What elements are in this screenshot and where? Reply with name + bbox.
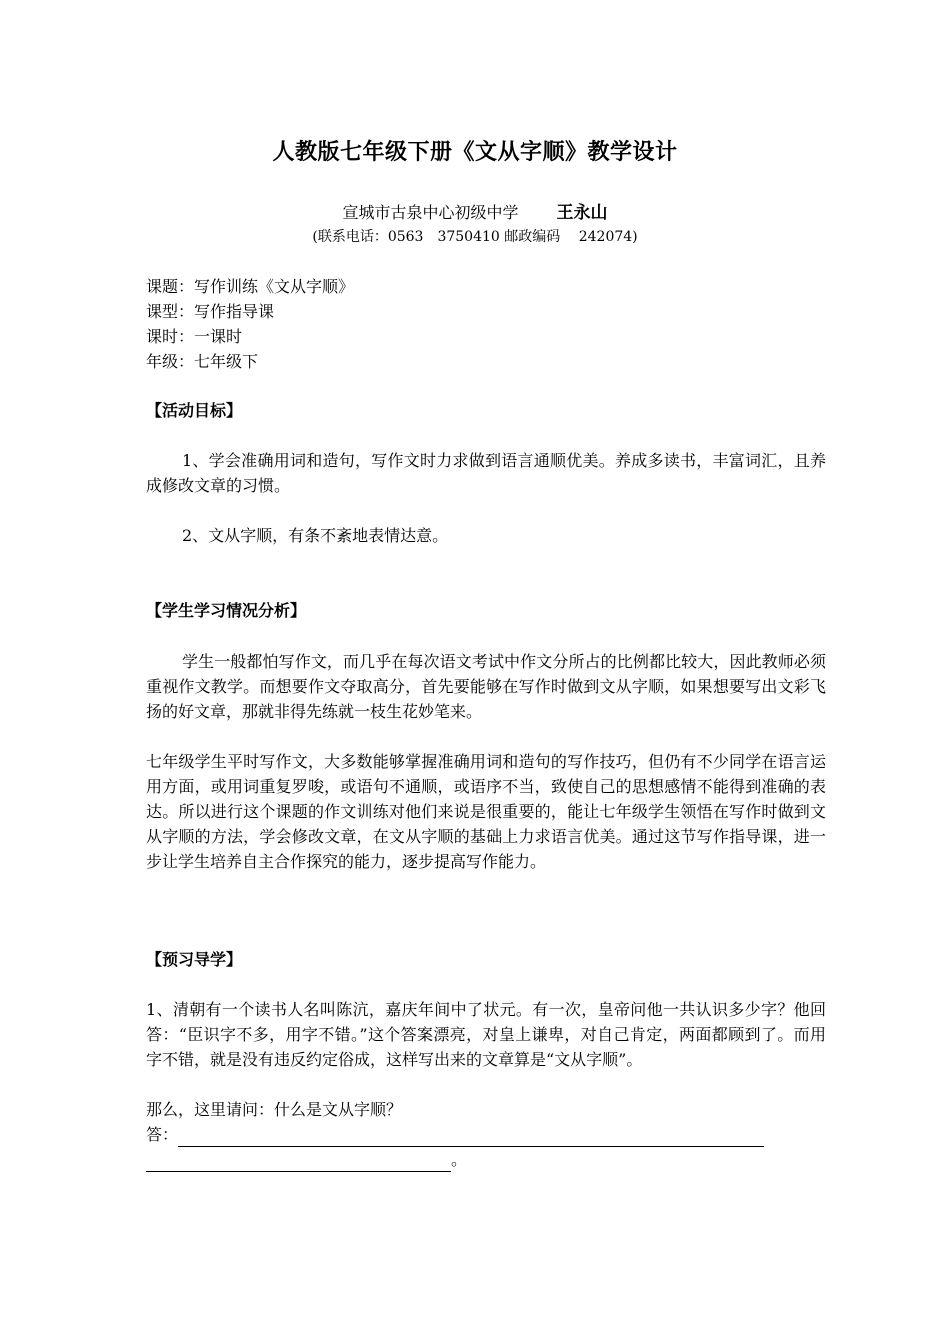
paragraph-text: 学生一般都怕写作文，而几乎在每次语文考试中作文分所占的比例都比较大，因此教师必须重视作文教学。而想要作文夺取高分，首先要能够在写作时做到文从字顺，如果想要写出文彩飞扬的好文章，那就非得先练就一枝生花妙笔来。 bbox=[146, 652, 826, 721]
answer-end-mark: 。 bbox=[451, 1150, 468, 1169]
document-title: 人教版七年级下册《文从字顺》教学设计 bbox=[272, 140, 678, 165]
preview-paragraph-1 bbox=[146, 997, 826, 1072]
info-grade: 年级：七年级下 bbox=[146, 352, 259, 371]
contact-info: (联系电话：0563 3750410 邮政编码 242074) bbox=[312, 229, 638, 245]
lesson-info bbox=[146, 274, 826, 374]
analysis-paragraph-2 bbox=[146, 749, 826, 874]
analysis-paragraph-1 bbox=[146, 649, 826, 724]
answer-blank[interactable] bbox=[178, 1126, 764, 1147]
info-topic: 课题：写作训练《文从字顺》 bbox=[146, 277, 355, 296]
paragraph-text: 七年级学生平时写作文，大多数能够掌握准确用词和造句的写作技巧，但仍有不少同学在语言运用方面，或用词重复罗唆，或语句不通顺，或语序不当，致使自己的思想感情不能得到准确的表达。所以进行这个课题的作文训练对他们来说是很重要的，能让七年级学生领悟在写作时做到文从字顺的方法，学会修改文章，在文从字顺的基础上力求语言优美。通过这节写作指导课，进一步让学生培养自主合作探究的能力，逐步提高写作能力。 bbox=[146, 752, 826, 871]
author-school: 宣城市古泉中心初级中学 bbox=[342, 203, 519, 222]
section-heading-analysis: 【学生学习情况分析】 bbox=[146, 601, 307, 620]
answer-line-1 bbox=[146, 1122, 764, 1147]
goals-paragraph-2 bbox=[146, 523, 826, 548]
section-heading-goals: 【活动目标】 bbox=[146, 401, 243, 420]
section-heading-preview: 【预习导学】 bbox=[146, 950, 243, 969]
goals-paragraph-1 bbox=[146, 448, 826, 498]
preview-question bbox=[146, 1097, 826, 1122]
answer-label: 答： bbox=[146, 1125, 179, 1144]
paragraph-text: 1、清朝有一个读书人名叫陈沆，嘉庆年间中了状元。有一次，皇帝问他一共认识多少字？他回答：“臣识字不多，用字不错。”这个答案漂亮，对皇上谦卑，对自己肯定，两面都顾到了。而用字不错，就是没有违反约定俗成，这样写出来的文章算是“文从字顺”。 bbox=[146, 1000, 826, 1069]
author-name: 王永山 bbox=[556, 203, 608, 223]
question-text: 那么，这里请问：什么是文从字顺？ bbox=[146, 1100, 403, 1119]
paragraph-text: 2、文从字顺，有条不紊地表情达意。 bbox=[182, 526, 449, 545]
author-line bbox=[0, 200, 950, 226]
info-duration: 课时：一课时 bbox=[146, 327, 243, 346]
answer-blank-continued[interactable] bbox=[146, 1151, 451, 1172]
info-type: 课型：写作指导课 bbox=[146, 302, 275, 321]
paragraph-text: 1、学会准确用词和造句，写作文时力求做到语言通顺优美。养成多读书，丰富词汇，且养成修改文章的习惯。 bbox=[146, 451, 826, 495]
answer-line-2 bbox=[146, 1147, 467, 1172]
